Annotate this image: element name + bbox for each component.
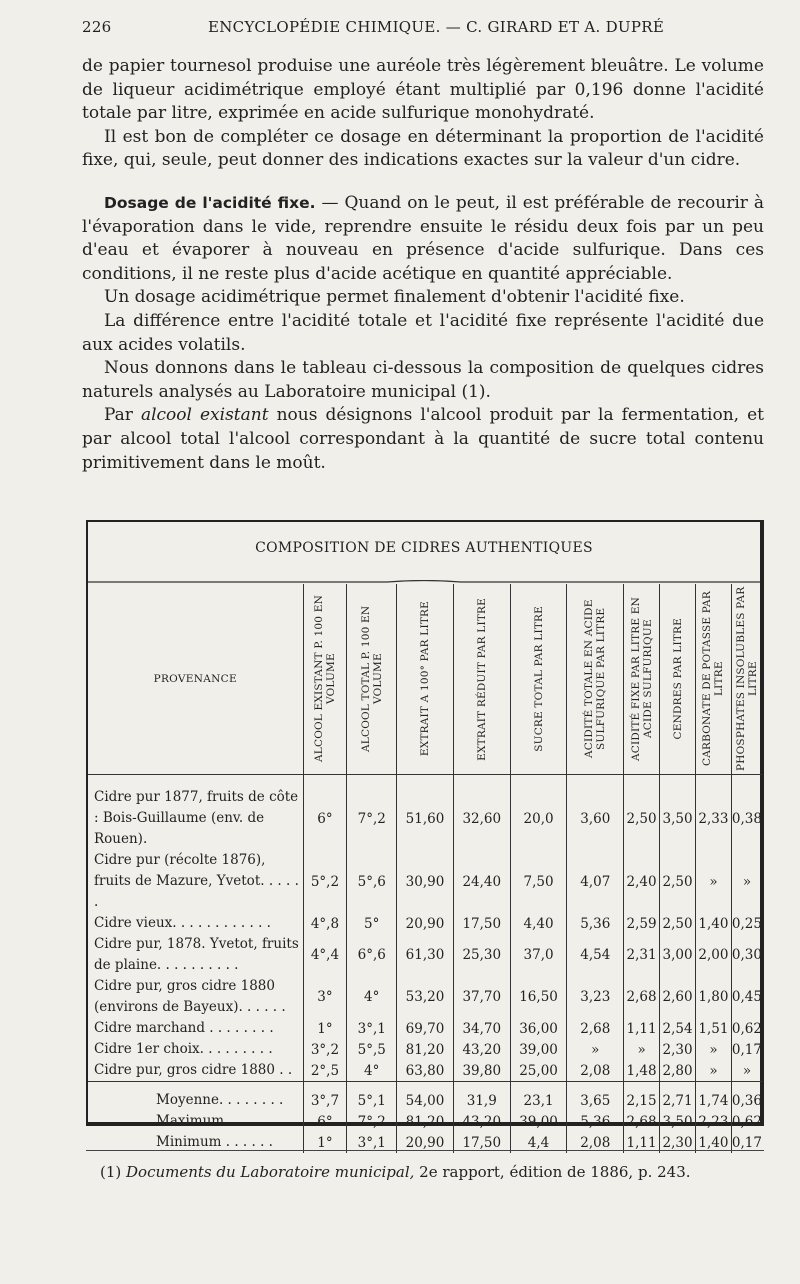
table-cell: 0,17 xyxy=(731,1132,762,1153)
table-cell: » xyxy=(624,1039,660,1060)
table-cell: » xyxy=(567,1039,624,1060)
footnote-text: 2e rapport, édition de 1886, p. 243. xyxy=(414,1163,691,1181)
table-cell: 1,80 xyxy=(695,976,731,1018)
table-cell: 5°,1 xyxy=(347,1082,397,1112)
row-label: Cidre marchand . . . . . . . . xyxy=(94,1020,274,1036)
table-cell: 6°,6 xyxy=(347,934,397,976)
table-header-row xyxy=(88,584,762,775)
table-cell: 2,80 xyxy=(660,1060,696,1082)
footnote-mark: (1) xyxy=(100,1163,127,1181)
section-heading: Dosage de l'acidité fixe. xyxy=(104,193,316,212)
row-label: Cidre pur (récolte 1876), fruits de Mazure, Yvetot. . . . . . xyxy=(94,852,299,910)
table-cell: 3,50 xyxy=(660,775,696,851)
column-header xyxy=(303,584,347,775)
column-header-label: ALCOOL EXISTANT P. 100 EN VOLUME xyxy=(312,595,337,763)
table-cell: 3,50 xyxy=(660,1111,696,1132)
table-cell: 2,33 xyxy=(695,775,731,851)
table-row xyxy=(88,976,762,1018)
table-cell: » xyxy=(695,1039,731,1060)
table-cell: 2,08 xyxy=(567,1060,624,1082)
table-cell: 2,31 xyxy=(624,934,660,976)
table-cell: 17,50 xyxy=(453,913,510,934)
table-cell: 1,48 xyxy=(624,1060,660,1082)
table-row xyxy=(88,1039,762,1060)
paragraph: Un dosage acidimétrique permet finalement d'obtenir l'acidité fixe. xyxy=(104,287,685,308)
table-cell: 0,45 xyxy=(731,976,762,1018)
column-header-label: EXTRAIT A 100° PAR LITRE xyxy=(418,601,431,757)
table-cell: 20,90 xyxy=(397,913,454,934)
table-cell: 2°,5 xyxy=(303,1060,347,1082)
table-cell: 69,70 xyxy=(397,1018,454,1039)
table-cell: 7,50 xyxy=(510,850,567,913)
table-cell: 4,54 xyxy=(567,934,624,976)
row-label: Minimum . . . . . . xyxy=(156,1134,273,1150)
table-cell: 7°,2 xyxy=(347,775,397,851)
summary-row xyxy=(88,1082,762,1112)
page-header xyxy=(82,18,768,40)
paragraph-text: Par xyxy=(104,405,141,426)
table-cell: 2,54 xyxy=(660,1018,696,1039)
column-header xyxy=(731,584,762,775)
table-cell: 6° xyxy=(303,775,347,851)
paragraph: Nous donnons dans le tableau ci-dessous la composition de quelques cidres naturels analysés au Laboratoire municipal (1). xyxy=(82,358,764,402)
table-cell: 2,59 xyxy=(624,913,660,934)
table-cell: 25,30 xyxy=(453,934,510,976)
paragraph: de papier tournesol produise une auréole très légèrement bleuâtre. Le volume de liqueur acidimétrique employé étant multiplié par 0,196 donne l'acidité totale par litre, exprimée en acide sulfurique monohydraté. xyxy=(82,56,764,124)
table-cell: 4,40 xyxy=(510,913,567,934)
table-cell: 0,36 xyxy=(731,1082,762,1112)
table-cell: 2,50 xyxy=(624,775,660,851)
table-cell: 5,36 xyxy=(567,1111,624,1132)
table-cell: 3,00 xyxy=(660,934,696,976)
table-cell: 5°,5 xyxy=(347,1039,397,1060)
table-cell: » xyxy=(731,1060,762,1082)
table-cell: 2,68 xyxy=(567,1018,624,1039)
table-cell: 30,90 xyxy=(397,850,454,913)
table-cell: 0,17 xyxy=(731,1039,762,1060)
table-cell: 0,62 xyxy=(731,1018,762,1039)
row-label: Cidre pur, gros cidre 1880 . . xyxy=(94,1062,293,1078)
table-cell: 43,20 xyxy=(453,1111,510,1132)
table-cell: 32,60 xyxy=(453,775,510,851)
paragraph xyxy=(82,404,764,475)
table-cell: 20,90 xyxy=(397,1132,454,1153)
table-row xyxy=(88,913,762,934)
table-cell: 0,62 xyxy=(731,1111,762,1132)
table-cell: 3° xyxy=(303,976,347,1018)
cider-table-frame xyxy=(86,520,764,1151)
table-cell: 2,00 xyxy=(695,934,731,976)
running-title: ENCYCLOPÉDIE CHIMIQUE. — C. GIRARD ET A. DUPRÉ xyxy=(208,18,665,36)
table-cell: 2,50 xyxy=(660,850,696,913)
column-header-label: PHOSPHATES INSOLUBLES PAR LITRE xyxy=(734,586,759,772)
row-label: Cidre 1er choix. . . . . . . . . xyxy=(94,1041,273,1057)
table-cell: 51,60 xyxy=(397,775,454,851)
table-cell: 5° xyxy=(347,913,397,934)
table-cell: » xyxy=(695,1060,731,1082)
table-row xyxy=(88,850,762,913)
table-cell: 3°,1 xyxy=(347,1132,397,1153)
column-header xyxy=(397,584,454,775)
italic-term: alcool existant xyxy=(140,405,269,426)
table-cell: 24,40 xyxy=(453,850,510,913)
table-cell: 4° xyxy=(347,1060,397,1082)
cider-table xyxy=(88,584,762,1153)
column-header-label: CARBONATE DE POTASSE PAR LITRE xyxy=(701,591,726,767)
table-cell: 5°,6 xyxy=(347,850,397,913)
table-cell: 1,40 xyxy=(695,913,731,934)
table-cell: 7°,2 xyxy=(347,1111,397,1132)
table-cell: 81,20 xyxy=(397,1039,454,1060)
table-cell: 3,65 xyxy=(567,1082,624,1112)
column-header xyxy=(695,584,731,775)
table-cell: 16,50 xyxy=(510,976,567,1018)
table-body xyxy=(88,775,762,1154)
table-cell: 43,20 xyxy=(453,1039,510,1060)
row-label: Cidre pur, gros cidre 1880 (environs de Bayeux). . . . . . xyxy=(94,978,286,1015)
page-number: 226 xyxy=(82,18,112,36)
table-cell: 17,50 xyxy=(453,1132,510,1153)
section-paragraph xyxy=(82,192,764,286)
table-cell: 2,15 xyxy=(624,1082,660,1112)
column-header-label: ACIDITÉ FIXE PAR LITRE EN ACIDE SULFURIQUE xyxy=(629,596,654,762)
table-cell: 1° xyxy=(303,1132,347,1153)
table-cell: 53,20 xyxy=(397,976,454,1018)
table-cell: 0,38 xyxy=(731,775,762,851)
paragraph-text: — Quand on le peut, il est préférable de recourir à l'évaporation dans le vide, reprendre ensuite le résidu deux fois par un peu d'eau et évaporer à nouveau en présence d'acide sulfurique. Dans ces conditions, il ne reste plus d'acide acétique en quantité appréciable. xyxy=(82,192,764,284)
table-cell: 63,80 xyxy=(397,1060,454,1082)
summary-row xyxy=(88,1111,762,1132)
table-cell: 39,00 xyxy=(510,1111,567,1132)
column-header xyxy=(660,584,696,775)
table-cell: 20,0 xyxy=(510,775,567,851)
table-cell: 2,23 xyxy=(695,1111,731,1132)
table-cell: 2,50 xyxy=(660,913,696,934)
column-header-provenance: PROVENANCE xyxy=(88,584,303,775)
footnote-source: Documents du Laboratoire municipal, xyxy=(126,1163,415,1181)
table-row xyxy=(88,1060,762,1082)
column-header-label: ACIDITÉ TOTALE EN ACIDE SULFURIQUE PAR LITRE xyxy=(583,599,608,759)
table-cell: 4°,4 xyxy=(303,934,347,976)
footnote xyxy=(100,1163,691,1181)
table-cell: 31,9 xyxy=(453,1082,510,1112)
table-cell: 81,20 xyxy=(397,1111,454,1132)
table-cell: 2,68 xyxy=(624,976,660,1018)
table-row xyxy=(88,1018,762,1039)
table-cell: 2,30 xyxy=(660,1039,696,1060)
table-row xyxy=(88,775,762,851)
table-cell: » xyxy=(731,850,762,913)
table-cell: 1,11 xyxy=(624,1018,660,1039)
row-label: Cidre pur 1877, fruits de côte : Bois-Guillaume (env. de Rouen). xyxy=(94,789,299,847)
column-header-label: EXTRAIT RÉDUIT PAR LITRE xyxy=(475,597,488,761)
footnote-rule xyxy=(86,1150,764,1151)
table-cell: 0,30 xyxy=(731,934,762,976)
table-cell: 2,40 xyxy=(624,850,660,913)
table-cell: 36,00 xyxy=(510,1018,567,1039)
table-cell: 2,60 xyxy=(660,976,696,1018)
table-cell: 1,11 xyxy=(624,1132,660,1153)
paragraph: Il est bon de compléter ce dosage en déterminant la proportion de l'acidité fixe, qui, seule, peut donner des indications exactes sur la valeur d'un cidre. xyxy=(82,126,764,171)
table-cell: 2,30 xyxy=(660,1132,696,1153)
row-label: Cidre pur, 1878. Yvetot, fruits de plaine. . . . . . . . . . xyxy=(94,936,299,973)
table-cell: 34,70 xyxy=(453,1018,510,1039)
paragraph-text: nous désignons l'alcool produit par la fermentation, et par alcool total l'alcool correspondant à la quantité de sucre total contenu primitivement dans le moût. xyxy=(82,405,764,473)
table-cell: 3°,2 xyxy=(303,1039,347,1060)
table-cell: 5,36 xyxy=(567,913,624,934)
table-cell: 1,74 xyxy=(695,1082,731,1112)
table-cell: 39,80 xyxy=(453,1060,510,1082)
table-cell: 4,4 xyxy=(510,1132,567,1153)
header-rule xyxy=(88,580,760,583)
table-cell: 54,00 xyxy=(397,1082,454,1112)
table-cell: 1,40 xyxy=(695,1132,731,1153)
table-cell: 37,70 xyxy=(453,976,510,1018)
column-header xyxy=(453,584,510,775)
row-label: Maximum. . . . . . xyxy=(156,1113,272,1129)
column-header-label: CENDRES PAR LITRE xyxy=(671,618,684,740)
table-cell: » xyxy=(695,850,731,913)
table-cell: 61,30 xyxy=(397,934,454,976)
table-cell: 2,08 xyxy=(567,1132,624,1153)
table-cell: 1,51 xyxy=(695,1018,731,1039)
table-cell: 23,1 xyxy=(510,1082,567,1112)
column-header xyxy=(567,584,624,775)
body-text xyxy=(82,55,764,475)
table-cell: 25,00 xyxy=(510,1060,567,1082)
table-cell: 1° xyxy=(303,1018,347,1039)
table-cell: 5°,2 xyxy=(303,850,347,913)
column-header xyxy=(624,584,660,775)
table-cell: 3°,7 xyxy=(303,1082,347,1112)
table-cell: 4°,8 xyxy=(303,913,347,934)
table-title: COMPOSITION DE CIDRES AUTHENTIQUES xyxy=(255,540,593,556)
table-cell: 3,23 xyxy=(567,976,624,1018)
column-header-label: ALCOOL TOTAL P. 100 EN VOLUME xyxy=(359,605,384,753)
table-cell: 39,00 xyxy=(510,1039,567,1060)
table-cell: 2,71 xyxy=(660,1082,696,1112)
row-label: Cidre vieux. . . . . . . . . . . . xyxy=(94,915,271,931)
table-cell: 4,07 xyxy=(567,850,624,913)
row-label: Moyenne. . . . . . . . xyxy=(88,1082,303,1112)
column-header xyxy=(347,584,397,775)
table-cell: 6° xyxy=(303,1111,347,1132)
column-header xyxy=(510,584,567,775)
table-cell: 3,60 xyxy=(567,775,624,851)
table-cell: 3°,1 xyxy=(347,1018,397,1039)
table-cell: 0,25 xyxy=(731,913,762,934)
table-cell: 37,0 xyxy=(510,934,567,976)
paragraph: La différence entre l'acidité totale et l'acidité fixe représente l'acidité due aux acides volatils. xyxy=(82,310,764,355)
table-row xyxy=(88,934,762,976)
table-cell: 2,68 xyxy=(624,1111,660,1132)
column-header-label: SUCRE TOTAL PAR LITRE xyxy=(532,606,545,752)
table-cell: 4° xyxy=(347,976,397,1018)
